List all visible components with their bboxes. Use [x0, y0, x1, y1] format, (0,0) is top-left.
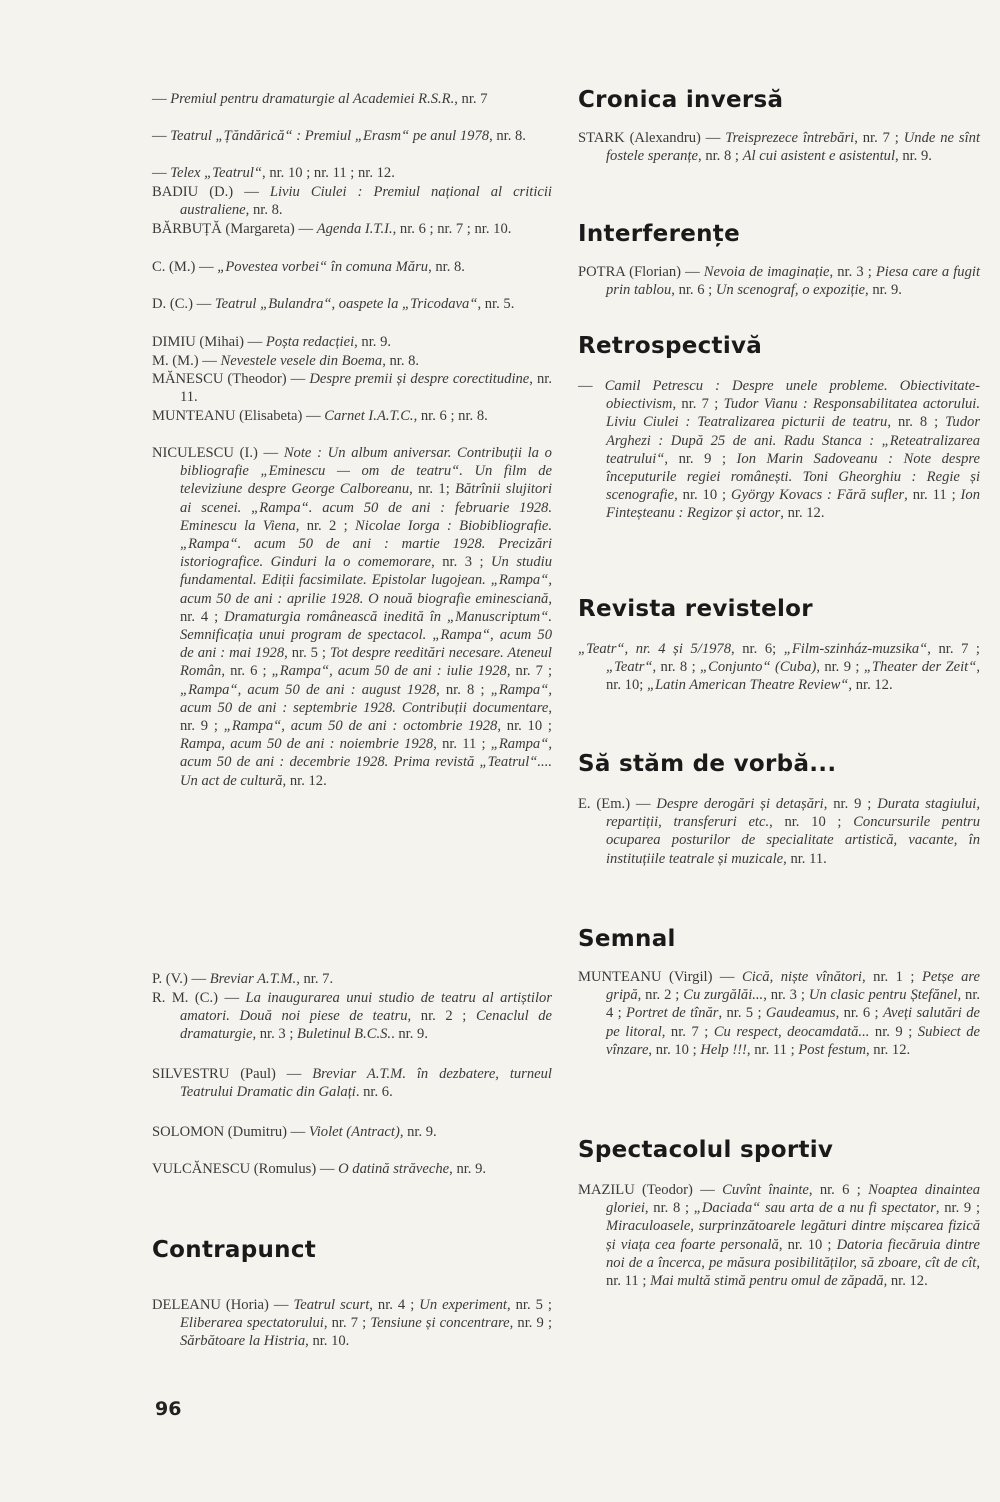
section-heading-retrospectiva: Retrospectivă: [578, 333, 763, 359]
index-entry: „Teatr“, nr. 4 și 5/1978, nr. 6; „Film-szinház-muzsika“, nr. 7 ; „Teatr“, nr. 8 ; „Conjunto“ (Cuba), nr. 9 ; „Theater der Zeit“, nr. 10; „Latin American Theatre Review“, nr. 12.: [578, 641, 981, 694]
index-entry: BADIU (D.) — Liviu Ciulei : Premiul național al criticii australiene, nr. 8.: [152, 184, 552, 219]
index-entry: M. (M.) — Nevestele vesele din Boema, nr. 8.: [152, 353, 420, 369]
index-entry: MUNTEANU (Elisabeta) — Carnet I.A.T.C., nr. 6 ; nr. 8.: [152, 408, 488, 424]
section-heading-revista-revistelor: Revista revistelor: [578, 596, 813, 622]
index-entry: SOLOMON (Dumitru) — Violet (Antract), nr. 9.: [152, 1124, 437, 1140]
index-entry: E. (Em.) — Despre derogări și detașări, nr. 9 ; Durata stagiului, repartiții, transferuri etc., nr. 10 ; Concursurile pentru ocuparea posturilor de specialitate artistică, vacante, în instituțiile teatrale și muzicale, nr. 11.: [578, 796, 981, 867]
index-entry: SILVESTRU (Paul) — Breviar A.T.M. în dezbatere, turneul Teatrului Dramatic din Galați. nr. 6.: [152, 1066, 552, 1101]
section-heading-semnal: Semnal: [578, 926, 676, 952]
index-entry: C. (M.) — „Povestea vorbei“ în comuna Măru, nr. 8.: [152, 259, 465, 275]
index-entry: MAZILU (Teodor) — Cuvînt înainte, nr. 6 ; Noaptea dinaintea gloriei, nr. 8 ; „Daciada“ sau arta de a nu fi spectator, nr. 9 ; Miraculoasele, surprinzătoarele legături dintre mișcarea fizică și viața cea foarte personală, nr. 10 ; Datoria fiecăruia dintre noi de a încerca, pe măsura posibilităților, să zboare, cît de cît, nr. 11 ; Mai multă stimă pentru omul de zăpadă, nr. 12.: [578, 1182, 980, 1290]
index-entry: MĂNESCU (Theodor) — Despre premii și despre corectitudine, nr. 11.: [152, 371, 553, 406]
index-entry: — Teatrul „Țăndărică“ : Premiul „Erasm“ pe anul 1978, nr. 8.: [152, 128, 526, 144]
index-entry: P. (V.) — Breviar A.T.M., nr. 7.: [152, 971, 334, 987]
index-entry: STARK (Alexandru) — Treisprezece întrebări, nr. 7 ; Unde ne sînt fostele speranțe, nr. 8 ; Al cui asistent e asistentul, nr. 9.: [578, 130, 980, 165]
page-number: 96: [155, 1398, 182, 1420]
index-entry: BĂRBUȚĂ (Margareta) — Agenda I.T.I., nr. 6 ; nr. 7 ; nr. 10.: [152, 221, 512, 237]
index-entry: — Telex „Teatrul“, nr. 10 ; nr. 11 ; nr. 12.: [152, 165, 395, 181]
index-entry: VULCĂNESCU (Romulus) — O datină străveche, nr. 9.: [152, 1161, 487, 1177]
index-entry: POTRA (Florian) — Nevoia de imaginație, nr. 3 ; Piesa care a fugit prin tablou, nr. 6 ; Un scenograf, o expoziție, nr. 9.: [578, 264, 980, 299]
index-entry: — Camil Petrescu : Despre unele probleme. Obiectivitate-obiectivism, nr. 7 ; Tudor Vianu : Responsabilitatea actorului. Liviu Ciulei : Teatralizarea picturii de teatru, nr. 8 ; Tudor Arghezi : După 25 de ani. Radu Stanca : „Reteatralizarea teatrului“, nr. 9 ; Ion Marin Sadoveanu : Note despre începuturile regiei românești. Toni Gheorghiu : Regie și scenografie, nr. 10 ; György Kovacs : Fără sufler, nr. 11 ; Ion Finteșteanu : Regizor și actor, nr. 12.: [578, 378, 981, 522]
index-entry: DIMIU (Mihai) — Poșta redacției, nr. 9.: [152, 334, 392, 350]
index-entry: R. M. (C.) — La inaugurarea unui studio de teatru al artiștilor amatori. Două noi piese de teatru, nr. 2 ; Cenaclul de dramaturgie, nr. 3 ; Buletinul B.C.S.. nr. 9.: [152, 990, 552, 1043]
index-entry: MUNTEANU (Virgil) — Cică, niște vînători, nr. 1 ; Petșe are gripă, nr. 2 ; Cu zurgălăi..., nr. 3 ; Un clasic pentru Ștefănel, nr. 4 ; Portret de tînăr, nr. 5 ; Gaudeamus, nr. 6 ; Aveți salutări de pe litoral, nr. 7 ; Cu respect, deocamdată... nr. 9 ; Subiect de vînzare, nr. 10 ; Help !!!, nr. 11 ; Post festum, nr. 12.: [578, 969, 981, 1058]
index-entry: NICULESCU (I.) — Note : Un album aniversar. Contribuții la o bibliografie „Eminescu — om de teatru“. Un film de televiziune despre George Calboreanu, nr. 1; Bătrînii slujitori ai scenei. „Rampa“. acum 50 de ani : februarie 1928. Eminescu la Viena, nr. 2 ; Nicolae Iorga : Biobibliografie. „Rampa“. acum 50 de ani : martie 1928. Precizări istoriografice. Ginduri la o comemorare, nr. 3 ; Un studiu fundamental. Ediții facsimilate. Epistolar lugojean. „Rampa“, acum 50 de ani : aprilie 1928. O nouă biografie eminesciană, nr. 4 ; Dramaturgia românească inedită în „Manuscriptum“. Semnificația unui program de spectacol. „Rampa“, acum 50 de ani : mai 1928, nr. 5 ; Tot despre reeditări necesare. Ateneul Român, nr. 6 ; „Rampa“, acum 50 de ani : iulie 1928, nr. 7 ; „Rampa“, acum 50 de ani : august 1928, nr. 8 ; „Rampa“, acum 50 de ani : septembrie 1928. Contribuții documentare, nr. 9 ; „Rampa“, acum 50 de ani : octombrie 1928, nr. 10 ; Rampa, acum 50 de ani : noiembrie 1928, nr. 11 ; „Rampa“, acum 50 de ani : decembrie 1928. Prima revistă „Teatrul“.... Un act de cultură, nr. 12.: [152, 445, 553, 789]
index-entry: — Premiul pentru dramaturgie al Academiei R.S.R., nr. 7: [152, 91, 488, 107]
section-heading-sa-stam-de-vorba: Să stăm de vorbă...: [578, 751, 837, 777]
section-heading-spectacolul-sportiv: Spectacolul sportiv: [578, 1137, 834, 1163]
index-entry: DELEANU (Horia) — Teatrul scurt, nr. 4 ; Un experiment, nr. 5 ; Eliberarea spectatorului, nr. 7 ; Tensiune și concentrare, nr. 9 ; Sărbătoare la Histria, nr. 10.: [152, 1297, 553, 1350]
section-heading-interferente: Interferențe: [578, 221, 740, 247]
section-heading-contrapunct: Contrapunct: [152, 1237, 317, 1263]
section-heading-cronica-inversa: Cronica inversă: [578, 87, 784, 113]
index-entry: D. (C.) — Teatrul „Bulandra“, oaspete la „Tricodava“, nr. 5.: [152, 296, 515, 312]
